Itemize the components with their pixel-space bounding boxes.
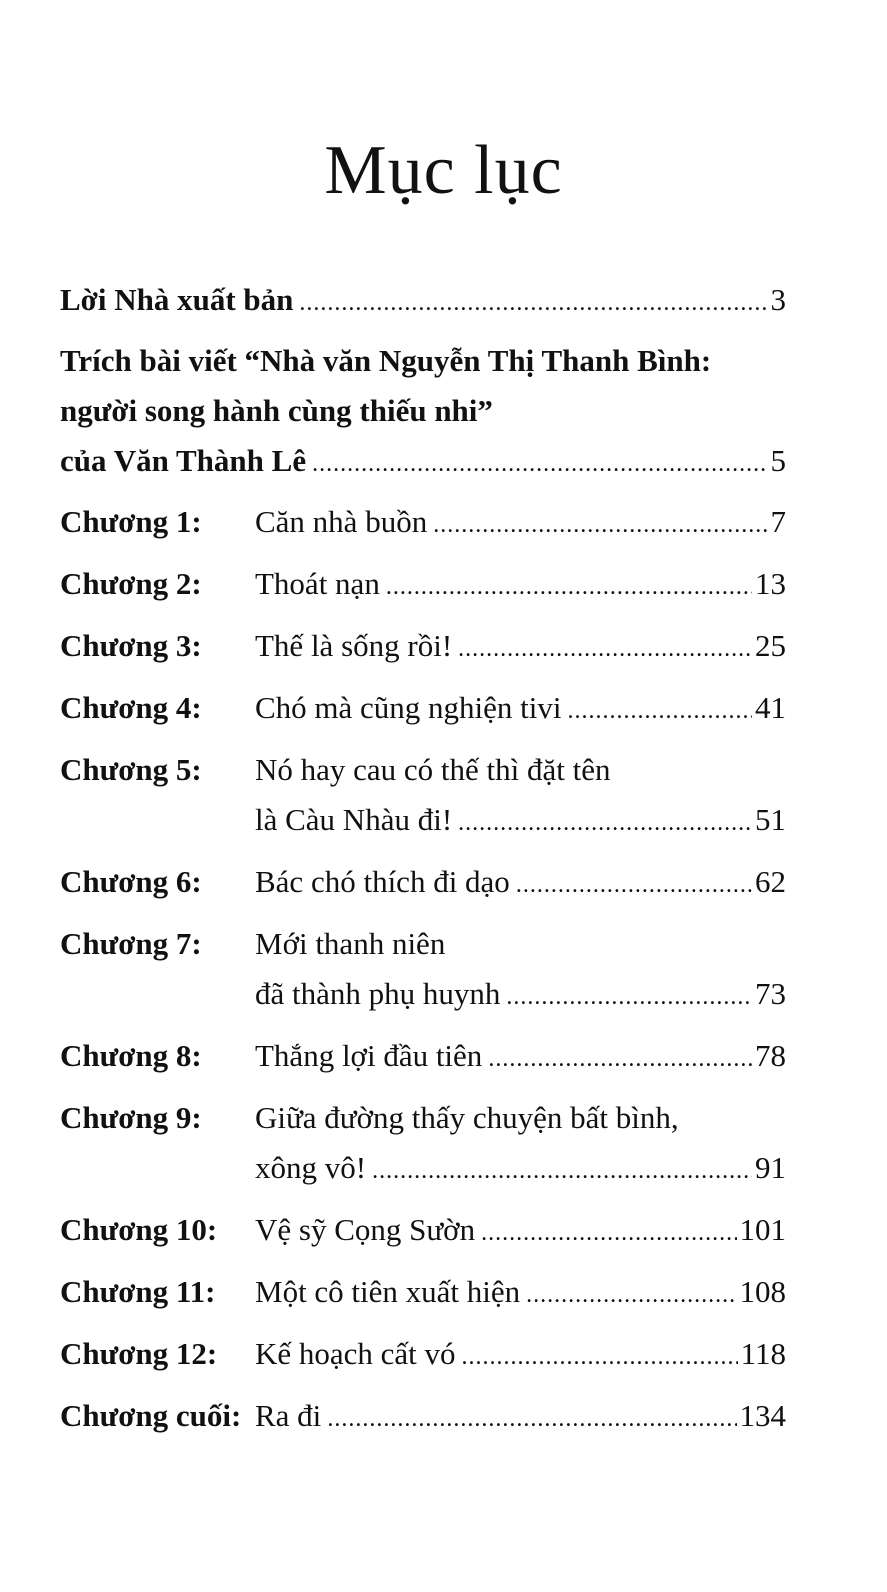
page-number: 118 (740, 1336, 786, 1371)
toc-entry-chapter (60, 864, 786, 914)
chapter-title: Ra đi (255, 1398, 322, 1433)
entry-title-line2: người song hành cùng thiếu nhi” (60, 393, 493, 428)
chapter-title: Thắng lợi đầu tiên (255, 1038, 483, 1073)
page-number: 101 (739, 1212, 786, 1247)
chapter-title-line2: xông vô! (255, 1150, 367, 1185)
toc-entry-chapter (60, 1212, 786, 1262)
dot-leader (526, 1283, 736, 1307)
toc-entry-chapter (60, 566, 786, 616)
dot-leader (488, 1047, 752, 1071)
chapter-title: Vệ sỹ Cọng Sườn (255, 1212, 476, 1247)
chapter-title: Giữa đường thấy chuyện bất bình, (255, 1100, 679, 1135)
toc-entry-chapter (60, 1274, 786, 1324)
chapter-title: Kế hoạch cất vó (255, 1336, 456, 1371)
dot-leader (433, 513, 767, 537)
dot-leader (372, 1159, 752, 1183)
chapter-title: Chó mà cũng nghiện tivi (255, 690, 562, 725)
toc-entry-chapter (60, 1038, 786, 1088)
toc-entry-chapter (60, 690, 786, 740)
dot-leader (516, 873, 752, 897)
chapter-label: Chương 2: (60, 566, 202, 601)
chapter-title: Bác chó thích đi dạo (255, 864, 510, 899)
toc-entry-preface (60, 282, 786, 332)
dot-leader (299, 291, 767, 315)
page-number: 78 (755, 1038, 786, 1073)
dot-leader (458, 637, 752, 661)
page-number: 7 (770, 504, 786, 539)
chapter-title-line2: đã thành phụ huynh (255, 976, 501, 1011)
page-title: Mục lục (324, 131, 563, 209)
chapter-label: Chương 3: (60, 628, 202, 663)
dot-leader (568, 699, 752, 723)
entry-title-line1: Trích bài viết “Nhà văn Nguyễn Thị Thanh Bình: (60, 343, 712, 378)
dot-leader (386, 575, 752, 599)
chapter-label: Chương 10: (60, 1212, 218, 1247)
page-number: 91 (755, 1150, 786, 1185)
chapter-label: Chương cuối: (60, 1398, 242, 1433)
chapter-title-line2: là Càu Nhàu đi! (255, 802, 453, 837)
page-number: 5 (770, 443, 786, 478)
chapter-label: Chương 8: (60, 1038, 202, 1073)
chapter-title: Mới thanh niên (255, 926, 446, 961)
page-number: 13 (755, 566, 786, 601)
chapter-label: Chương 9: (60, 1100, 202, 1135)
chapter-title: Một cô tiên xuất hiện (255, 1274, 521, 1309)
toc-entry-chapter (60, 1398, 786, 1448)
chapter-label: Chương 11: (60, 1274, 216, 1309)
toc-entry-chapter (60, 926, 786, 1026)
chapter-label: Chương 5: (60, 752, 202, 787)
page-number: 108 (739, 1274, 786, 1309)
chapter-label: Chương 1: (60, 504, 202, 539)
toc-entry-chapter (60, 628, 786, 678)
entry-title-line3: của Văn Thành Lê (60, 443, 307, 478)
dot-leader (481, 1221, 736, 1245)
toc-entry-chapter (60, 504, 786, 554)
dot-leader (462, 1345, 738, 1369)
dot-leader (312, 452, 767, 476)
toc-entry-excerpt (60, 343, 786, 493)
chapter-label: Chương 7: (60, 926, 202, 961)
dot-leader (458, 811, 752, 835)
page-number: 51 (755, 802, 786, 837)
dot-leader (506, 985, 752, 1009)
toc-entry-chapter (60, 1100, 786, 1200)
chapter-title: Căn nhà buồn (255, 504, 428, 539)
chapter-title: Thế là sống rồi! (255, 628, 453, 663)
chapter-label: Chương 6: (60, 864, 202, 899)
chapter-label: Chương 4: (60, 690, 202, 725)
chapter-title: Thoát nạn (255, 566, 380, 601)
page-number: 73 (755, 976, 786, 1011)
page-number: 25 (755, 628, 786, 663)
toc-entry-chapter (60, 752, 786, 852)
page-number: 62 (755, 864, 786, 899)
page-number: 41 (755, 690, 786, 725)
page-number: 3 (770, 282, 786, 317)
entry-title: Lời Nhà xuất bản (60, 282, 294, 317)
chapter-list (60, 504, 786, 1448)
dot-leader (327, 1407, 736, 1431)
toc-entry-chapter (60, 1336, 786, 1386)
page-number: 134 (739, 1398, 786, 1433)
table-of-contents (60, 282, 786, 1448)
chapter-title: Nó hay cau có thế thì đặt tên (255, 752, 611, 787)
chapter-label: Chương 12: (60, 1336, 218, 1371)
